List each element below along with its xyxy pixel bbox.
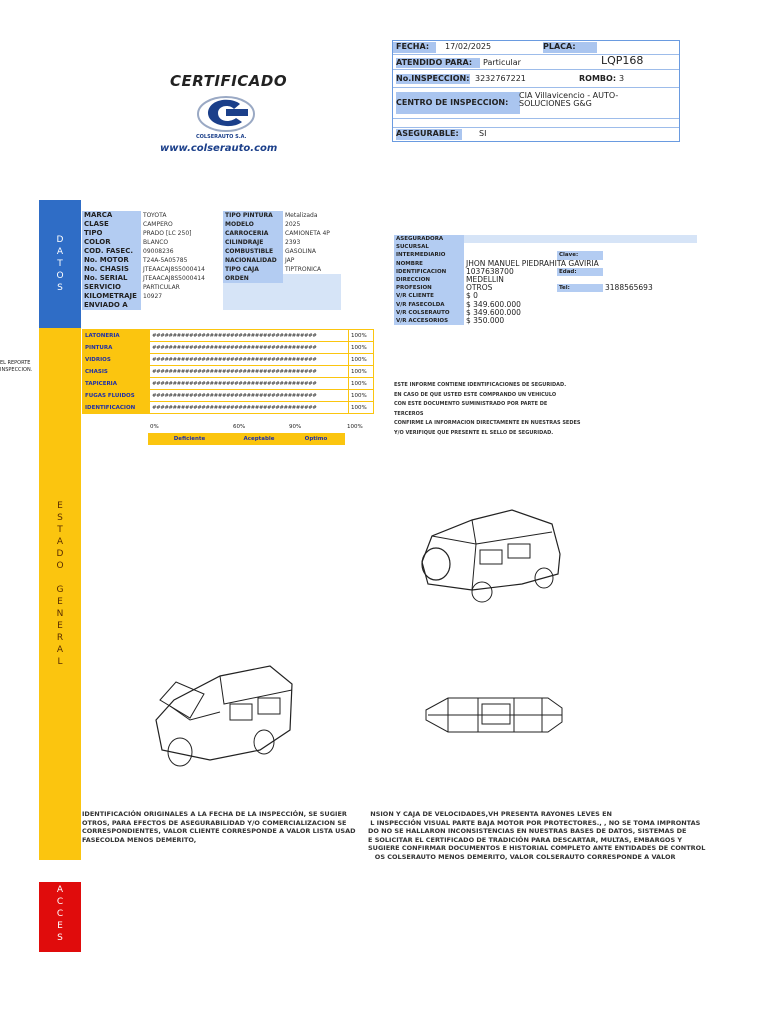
header-row-fecha <box>393 41 679 55</box>
vehicle-label-2: MODELO <box>223 220 283 229</box>
vehicle-row <box>82 301 341 310</box>
vehicle-value-2 <box>283 274 341 283</box>
header-row-spacer <box>393 119 679 128</box>
vehicle-label-2 <box>223 292 283 301</box>
insurance-row <box>394 301 697 309</box>
condition-label: FUGAS FLUIDOS <box>83 390 150 402</box>
side-bar-estado-general <box>39 328 81 860</box>
insurance-key: Clave: <box>557 251 603 259</box>
scale-90: 90% <box>289 424 302 430</box>
insurance-value: MEDELLIN <box>466 275 504 285</box>
vehicle-row <box>82 229 341 238</box>
colserauto-logo-icon <box>196 94 256 134</box>
insurance-key-value: 3188565693 <box>605 283 653 293</box>
company-name: COLSERAUTO S.A. <box>196 134 247 140</box>
rating-scale <box>148 421 369 445</box>
side-label-estado-general: E S T A D O G E N E R A L <box>56 501 64 667</box>
vehicle-label-2: CILINDRAJE <box>223 238 283 247</box>
insurance-key-value <box>603 268 697 276</box>
condition-bar: ######################################## <box>150 378 349 390</box>
vehicle-value-2 <box>283 301 341 310</box>
header-row-atendido <box>393 55 679 70</box>
vehicle-label: No. SERIAL <box>82 274 141 283</box>
vehicle-value: BLANCO <box>143 239 169 246</box>
vehicle-value: JTEAACAJ8S5000414 <box>143 266 205 273</box>
vehicle-value: T24A-5A05785 <box>143 257 188 264</box>
company-url[interactable]: www.colserauto.com <box>160 143 278 154</box>
insurance-value <box>464 235 548 243</box>
scale-deficiente: Deficiente <box>148 433 231 445</box>
vehicle-label: SERVICIO <box>82 283 141 292</box>
scale-percent-row <box>148 421 369 433</box>
vehicle-value-2: TIPTRONICA <box>285 266 322 273</box>
condition-row <box>83 342 374 354</box>
insurance-label: V/R COLSERAUTO <box>394 309 464 317</box>
condition-row <box>83 366 374 378</box>
vehicle-row <box>82 283 341 292</box>
vehicle-rear-drawing-icon <box>412 504 570 604</box>
condition-label: IDENTIFICACION <box>83 402 150 414</box>
vehicle-value: PRADO [LC 250] <box>143 230 192 237</box>
condition-bar: ######################################## <box>150 354 349 366</box>
insurance-gap <box>548 243 557 251</box>
vehicle-label-2 <box>223 301 283 310</box>
condition-bar: ######################################## <box>150 390 349 402</box>
side-bar-datos <box>39 200 81 328</box>
header-row-inspeccion <box>393 70 679 88</box>
condition-percent: 100% <box>349 330 374 342</box>
header-box <box>392 40 680 142</box>
vehicle-value: PARTICULAR <box>143 284 180 291</box>
insurance-value: OTROS <box>466 283 493 293</box>
vehicle-value-2 <box>283 292 341 301</box>
vehicle-label-2: NACIONALIDAD <box>223 256 283 265</box>
condition-table <box>82 329 374 414</box>
insurance-row <box>394 317 697 325</box>
vehicle-value: JTEAACAJ8S5000414 <box>143 275 205 282</box>
condition-percent: 100% <box>349 354 374 366</box>
header-row-centro <box>393 88 679 119</box>
scale-label-row <box>148 433 369 445</box>
insurance-row <box>394 292 697 300</box>
vehicle-row <box>82 274 341 283</box>
vehicle-row <box>82 220 341 229</box>
vehicle-value-2: JAP <box>285 257 295 264</box>
condition-row <box>83 378 374 390</box>
insurance-label: DIRECCION <box>394 276 464 284</box>
insurance-key-value <box>603 235 697 243</box>
condition-bar: ######################################## <box>150 366 349 378</box>
insurance-key: Edad: <box>557 268 603 276</box>
condition-percent: 100% <box>349 342 374 354</box>
vehicle-label: No. MOTOR <box>82 256 141 265</box>
header-row-asegurable <box>393 128 679 141</box>
vehicle-value-2: 2393 <box>285 239 301 246</box>
insurance-gap <box>548 268 557 276</box>
vehicle-label-2 <box>223 283 283 292</box>
report-note-left: EL REPORTE INSPECCION. <box>0 360 33 373</box>
vehicle-row <box>82 292 341 301</box>
vehicle-value: TOYOTA <box>143 212 167 219</box>
insurance-label: NOMBRE <box>394 260 464 268</box>
insurance-row <box>394 309 697 317</box>
side-label-accesorios: A C C E S <box>56 885 64 943</box>
condition-percent: 100% <box>349 366 374 378</box>
placa-label: PLACA: <box>543 42 597 53</box>
atendido-label: ATENDIDO PARA: <box>396 58 480 68</box>
insurance-key <box>557 243 603 251</box>
insurance-label: ASEGURADORA <box>394 235 464 243</box>
insurance-value <box>464 243 548 251</box>
vehicle-value <box>141 301 223 310</box>
insurance-key <box>557 235 603 243</box>
vehicle-label-2: ORDEN <box>223 274 283 283</box>
insurance-data-table <box>394 235 697 325</box>
insurance-value: $ 0 <box>466 291 478 301</box>
observations-right: NSION Y CAJA DE VELOCIDADES,VH PRESENTA RAYONES LEVES EN L INSPECCIÓN VISUAL PARTE BAJA MOTOR POR PROTECTORES., , NO SE TOMA IMPRONTAS DO NO SE HALLARON INCONSISTENCIAS EN NUESTRAS BASES DE DATOS, SISTEMAS DE E SOLICITAR EL CERTIFICADO DE TRADICIÓN PARA DESCARTAR, MULTAS, EMBARGOS Y SUGIERE CONFIRMAR DOCUMENTOS E HISTORIAL COMPLETO ANTE ENTIDADES DE CONTROL OS COLSERAUTO MENOS DEMERITO, VALOR COLSERAUTO CORRESPONDE A VALOR <box>368 810 706 861</box>
asegurable-label: ASEGURABLE: <box>396 129 462 140</box>
vehicle-value-2: CAMIONETA 4P <box>285 230 330 237</box>
vehicle-label: COD. FASEC. <box>82 247 141 256</box>
insurance-gap <box>548 284 557 292</box>
scale-empty <box>345 433 369 445</box>
insurance-key-value <box>603 243 697 251</box>
insurance-label: IDENTIFICACION <box>394 268 464 276</box>
condition-row <box>83 354 374 366</box>
vehicle-label: No. CHASIS <box>82 265 141 274</box>
vehicle-value-2: Metalizada <box>285 212 318 219</box>
condition-bar: ######################################## <box>150 402 349 414</box>
vehicle-label: MARCA <box>82 211 141 220</box>
fecha-label: FECHA: <box>393 42 436 53</box>
insurance-value: $ 349.600.000 <box>466 307 521 317</box>
security-notice: ESTE INFORME CONTIENE IDENTIFICACIONES DE SEGURIDAD. EN CASO DE QUE USTED ESTE COMPRANDO UN VEHICULO CON ESTE DOCUMENTO SUMINISTRADO POR PARTE DE TERCEROS CONFIRME LA INFORMACION DIRECTAMENTE EN NUESTRAS SEDES Y/O VERIFIQUE QUE PRESENTE EL SELLO DE SEGURIDAD. <box>394 382 581 436</box>
atendido-value: Particular <box>483 58 521 67</box>
insurance-label: PROFESION <box>394 284 464 292</box>
insurance-value: $ 349.600.000 <box>466 299 521 309</box>
insurance-label: INTERMEDIARIO <box>394 251 464 259</box>
condition-percent: 100% <box>349 378 374 390</box>
centro-value: CIA Villavicencio - AUTO- SOLUCIONES G&G <box>519 91 619 108</box>
scale-60: 60% <box>233 424 246 430</box>
insurance-row <box>394 268 697 276</box>
vehicle-label-2: CARROCERIA <box>223 229 283 238</box>
condition-row <box>83 390 374 402</box>
insurance-label: V/R ACCESORIOS <box>394 317 464 325</box>
insurance-row <box>394 260 697 268</box>
insurance-row <box>394 284 697 292</box>
condition-label: VIDRIOS <box>83 354 150 366</box>
vehicle-chassis-drawing-icon <box>418 690 568 738</box>
condition-bar: ######################################## <box>150 342 349 354</box>
scale-aceptable: Aceptable <box>231 433 287 445</box>
vehicle-label: TIPO <box>82 229 141 238</box>
vehicle-label: ENVIADO A <box>82 301 141 310</box>
side-label-datos: D A T O S <box>56 235 64 293</box>
insurance-label: V/R CLIENTE <box>394 292 464 300</box>
scale-optimo: Optimo <box>287 433 345 445</box>
vehicle-value: 09008236 <box>143 248 174 255</box>
placa-value: LQP168 <box>601 54 644 67</box>
scale-100: 100% <box>347 424 363 430</box>
vehicle-row <box>82 265 341 274</box>
observations-left: IDENTIFICACIÓN ORIGINALES A LA FECHA DE LA INSPECCIÓN, SE SUGIER OTROS, PARA EFECTOS DE ASEGURABILIDAD Y/O COMERCIALIZACION SE CORRESPONDIENTES, VALOR CLIENTE CORRESPONDE A VALOR LISTA USAD FASECOLDA MENOS DEMERITO, <box>82 810 356 844</box>
vehicle-row <box>82 247 341 256</box>
insurance-value: 1037638700 <box>466 266 514 276</box>
insurance-row <box>394 243 697 251</box>
insurance-value: $ 350.000 <box>466 315 505 325</box>
insurance-key-value <box>603 251 697 259</box>
vehicle-value: 10927 <box>143 293 163 300</box>
certificate-title: CERTIFICADO <box>170 72 288 90</box>
vehicle-label-2: TIPO CAJA <box>223 265 283 274</box>
vehicle-data-table <box>82 211 341 310</box>
vehicle-label: KILOMETRAJE <box>82 292 141 301</box>
fecha-value: 17/02/2025 <box>445 42 492 51</box>
vehicle-label-2: COMBUSTIBLE <box>223 247 283 256</box>
vehicle-row <box>82 211 341 220</box>
insurance-gap <box>548 276 557 284</box>
insurance-value: JHON MANUEL PIEDRAHITA GAVIRIA <box>466 258 599 268</box>
condition-percent: 100% <box>349 402 374 414</box>
insurance-key <box>557 276 603 284</box>
insurance-row <box>394 235 697 243</box>
vehicle-row <box>82 238 341 247</box>
vehicle-value-2 <box>283 283 341 292</box>
condition-percent: 100% <box>349 390 374 402</box>
asegurable-value: SI <box>479 129 487 138</box>
vehicle-label: COLOR <box>82 238 141 247</box>
side-bar-accesorios <box>39 882 81 952</box>
condition-row <box>83 402 374 414</box>
vehicle-row <box>82 256 341 265</box>
condition-label: TAPICERIA <box>83 378 150 390</box>
inspeccion-value: 3232767221 <box>475 74 526 83</box>
insurance-label: V/R FASECOLDA <box>394 301 464 309</box>
condition-label: CHASIS <box>83 366 150 378</box>
rombo-value: 3 <box>619 74 625 83</box>
insurance-key: Tel: <box>557 284 603 292</box>
rombo-label: ROMBO: <box>579 74 617 83</box>
vehicle-value-2: 2025 <box>285 221 301 228</box>
vehicle-value: CAMPERO <box>143 221 173 228</box>
condition-bar: ######################################## <box>150 330 349 342</box>
centro-label: CENTRO DE INSPECCION: <box>396 92 520 114</box>
vehicle-value-2: GASOLINA <box>285 248 316 255</box>
insurance-gap <box>548 235 557 243</box>
insurance-label: SUCURSAL <box>394 243 464 251</box>
vehicle-label: CLASE <box>82 220 141 229</box>
vehicle-front-open-hood-drawing-icon <box>150 660 300 780</box>
condition-label: LATONERIA <box>83 330 150 342</box>
inspeccion-label: No.INSPECCION: <box>396 74 470 83</box>
vehicle-label-2: TIPO PINTURA <box>223 211 283 220</box>
scale-0: 0% <box>150 424 159 430</box>
condition-row <box>83 330 374 342</box>
condition-label: PINTURA <box>83 342 150 354</box>
